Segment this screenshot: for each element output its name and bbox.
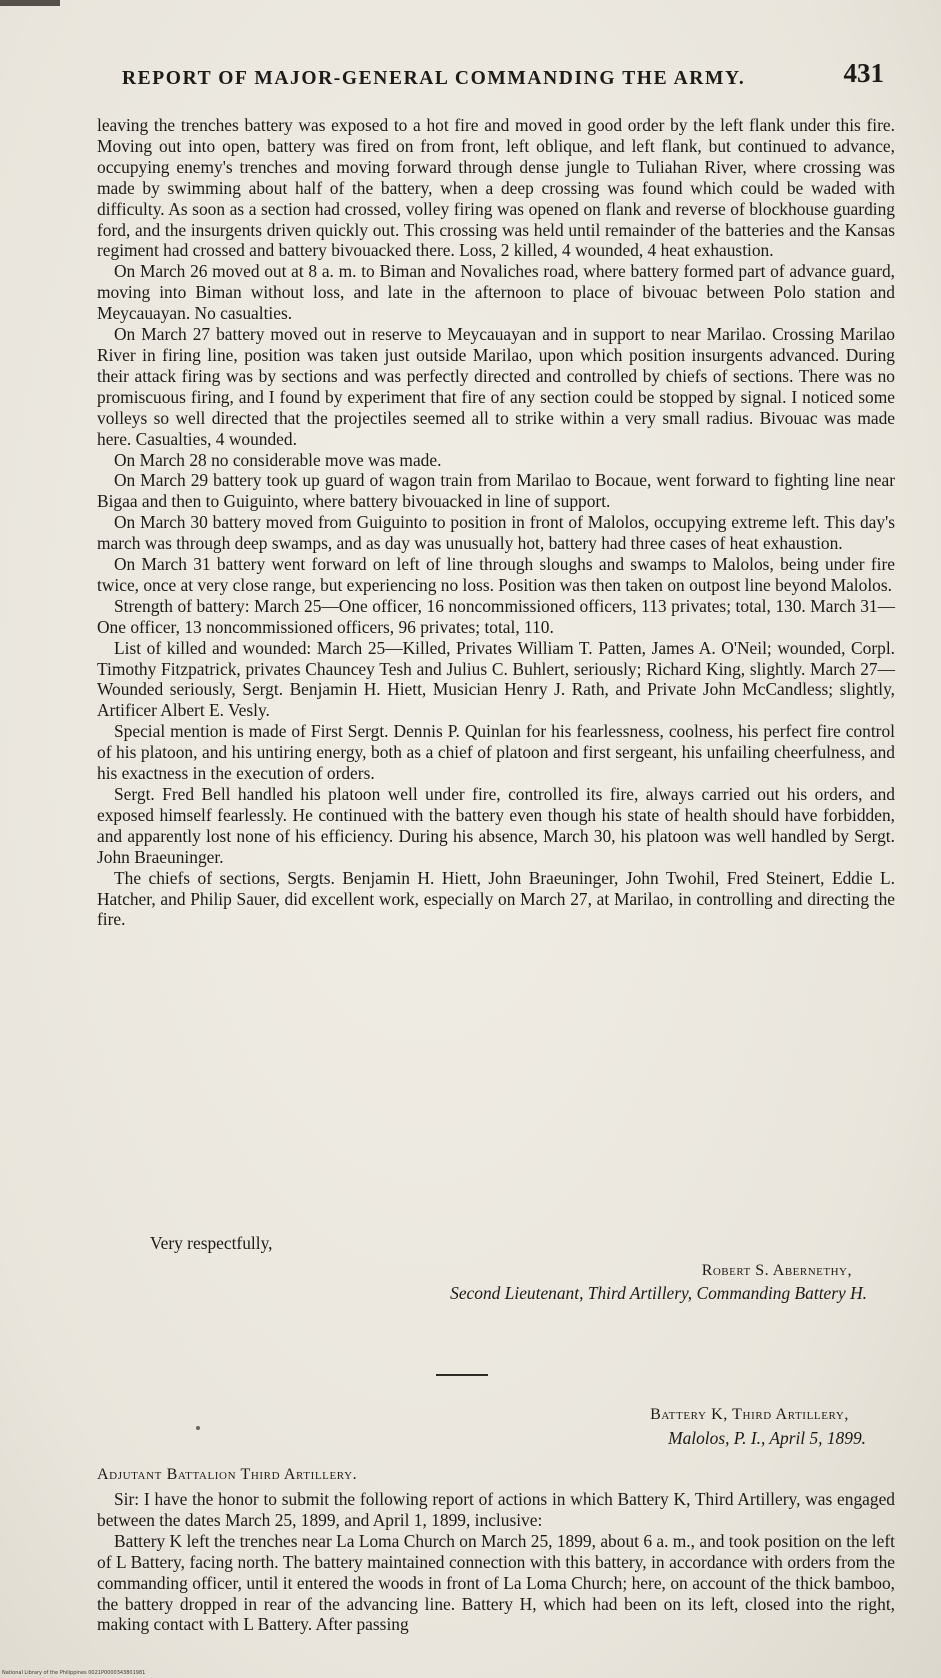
scan-edge-mark <box>0 0 60 6</box>
paragraph: On March 26 moved out at 8 a. m. to Biman and Novaliches road, where battery formed part of advance guard, moving into Biman without loss, and late in the afternoon to place of bivouac between Polo station and Meycauayan. No casualties. <box>97 261 895 324</box>
paragraph: On March 29 battery took up guard of wagon train from Marilao to Bocaue, went forward to fighting line near Bigaa and then to Guiguinto, where battery bivouacked in line of support. <box>97 470 895 512</box>
signer-title: Second Lieutenant, Third Artillery, Commanding Battery H. <box>450 1283 867 1303</box>
page-header-title: REPORT OF MAJOR-GENERAL COMMANDING THE ARMY. <box>122 68 746 89</box>
report-body <box>97 115 895 930</box>
paragraph: On March 31 battery went forward on left of line through sloughs and swamps to Malolos, being under fire twice, once at very close range, but experiencing no loss. Position was then taken on outpost line beyond Malolos. <box>97 554 895 595</box>
closing-salutation: Very respectfully, <box>150 1233 273 1253</box>
scan-speck <box>196 1426 200 1430</box>
paragraph: Battery K left the trenches near La Loma Church on March 25, 1899, about 6 a. m., and took position on the left of L Battery, facing north. The battery maintained connection with this battery, in accordance with orders from the commanding officer, until it entered the woods in front of La Loma Church; here, on account of the thick bamboo, the battery dropped in rear of the advancing line. Battery H, which had been on its left, closed into the right, making contact with L Battery. After passing <box>97 1530 895 1635</box>
paragraph: Sergt. Fred Bell handled his platoon well under fire, controlled its fire, always carried out his orders, and exposed himself fearlessly. He continued with the battery even though his state of health should have forbidden, and apparently lost none of his efficiency. During his absence, March 30, his platoon was well handled by Sergt. John Braeuninger. <box>97 784 895 867</box>
paragraph: On March 30 battery moved from Guiguinto to position in front of Malolos, occupying extreme left. This day's march was through deep swamps, and as day was unusually hot, battery had three cases of heat exhaustion. <box>97 512 895 554</box>
paragraph: Sir: I have the honor to submit the following report of actions in which Battery K, Third Artillery, was engaged between the dates March 25, 1899, and April 1, 1899, inclusive: <box>97 1489 895 1530</box>
scan-footer: National Library of the Philippines 0021P0000343801981 <box>2 1670 146 1676</box>
paragraph: On March 28 no considerable move was made. <box>114 449 442 470</box>
paragraph: The chiefs of sections, Sergts. Benjamin H. Hiett, John Braeuninger, John Twohil, Fred Steinert, Eddie L. Hatcher, and Philip Sauer, did excellent work, especially on March 27, at Marilao, in controlling and directing the fire. <box>97 867 895 930</box>
paragraph: leaving the trenches battery was exposed to a hot fire and moved in good order by the left flank under this fire. Moving out into open, battery was fired on from front, left oblique, and left flank, but continued to advance, occupying enemy's trenches and moving forward through dense jungle to Tuliahan River, where crossing was made by swimming about half of the battery, when a deep crossing was found which could be waded with difficulty. As soon as a section had crossed, volley firing was opened on flank and reverse of blockhouse guarding ford, and the insurgents driven quickly out. This crossing was held until remainder of the batteries and the Kansas regiment had crossed and battery bivouacked there. Loss, 2 killed, 4 wounded, 4 heat exhaustion. <box>97 115 895 261</box>
paragraph: Strength of battery: March 25—One officer, 16 noncommissioned officers, 113 privates; total, 130. March 31—One officer, 13 noncommissioned officers, 96 privates; total, 110. <box>97 595 895 637</box>
signer-name: Robert S. Abernethy, <box>701 1262 852 1279</box>
paragraph: List of killed and wounded: March 25—Killed, Privates William T. Patten, James A. O'Neil; wounded, Corpl. Timothy Fitzpatrick, privates Chauncey Tesh and Julius C. Buhlert, seriously; Richard King, slightly. March 27—Wounded seriously, Sergt. Benjamin H. Hiett, Musician Henry J. Rath, and Private John McCandless; slightly, Artificer Albert E. Vesly. <box>97 637 895 721</box>
paragraph: On March 27 battery moved out in reserve to Meycauayan and in support to near Marilao. Crossing Marilao River in firing line, position was taken just outside Marilao, upon which position insurgents advanced. During their attack firing was by sections and was perfectly directed and controlled by chiefs of sections. There was no promiscuous firing, and I found by experiment that fire of any section could be stopped by signal. I noticed some volleys so well directed that the projectiles seemed all to strike within a very small radius. Bivouac was made here. Casualties, 4 wounded. <box>97 324 895 449</box>
running-head <box>122 58 892 98</box>
section-divider <box>436 1374 488 1376</box>
page-number: 431 <box>843 58 884 88</box>
addressee: Adjutant Battalion Third Artillery. <box>97 1466 358 1483</box>
second-report-body <box>97 1489 895 1635</box>
paragraph: Special mention is made of First Sergt. Dennis P. Quinlan for his fearlessness, coolness, his perfect fire control of his platoon, and his untiring energy, both as a chief of platoon and first sergeant, his unfailing cheerfulness, and his exactness in the execution of orders. <box>97 721 895 784</box>
report-heading-unit: Battery K, Third Artillery, <box>650 1406 849 1423</box>
report-heading-place-date: Malolos, P. I., April 5, 1899. <box>668 1428 866 1448</box>
